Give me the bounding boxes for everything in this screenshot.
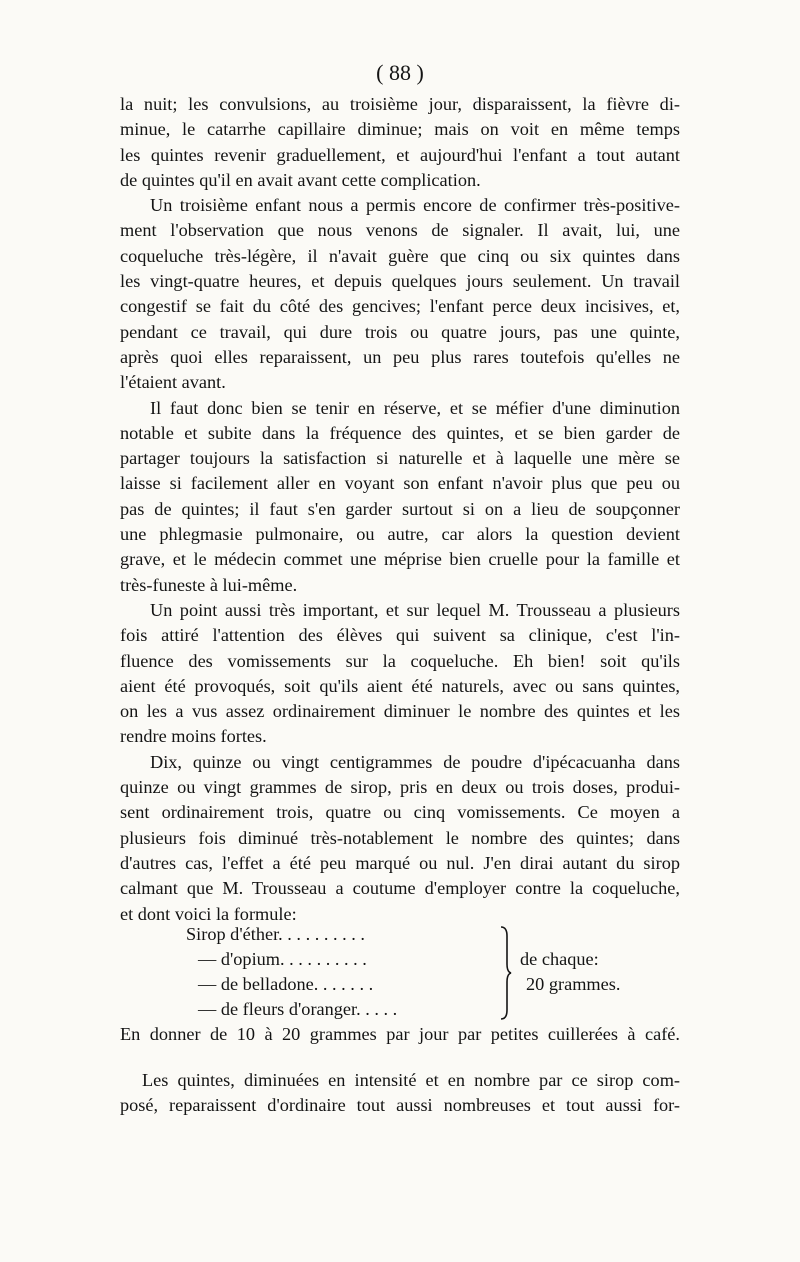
text-line: calmant que M. Trousseau a coutume d'employer contre la coqueluche, <box>120 878 680 899</box>
text-line: les vingt-quatre heures, et depuis quelques jours seulement. Un travail <box>120 271 680 292</box>
text-line: rendre moins fortes. <box>120 726 267 747</box>
body-text-continued <box>120 1068 680 1119</box>
text-line: Un point aussi très important, et sur lequel M. Trousseau a plusieurs <box>150 599 680 620</box>
text-line: sent ordinairement trois, quatre ou cinq vomissements. Ce moyen a <box>120 802 680 823</box>
dose-instruction: En donner de 10 à 20 grammes par jour par petites cuillerées à café. <box>120 1024 680 1044</box>
text-line: aient été provoqués, soit qu'ils aient été naturels, avec ou sans quintes, <box>120 675 680 696</box>
text-line: de quintes qu'il en avait avant cette complication. <box>120 169 481 190</box>
recipe-quantity: 20 grammes. <box>526 974 621 994</box>
text-line: pas de quintes; il faut s'en garder surtout si on a lieu de soupçonner <box>120 498 680 519</box>
text-line: une phlegmasie pulmonaire, ou autre, car alors la question devient <box>120 524 680 545</box>
text-line: très-funeste à lui-même. <box>120 574 298 595</box>
text-line: la nuit; les convulsions, au troisième jour, disparaissent, la fièvre di- <box>120 94 680 114</box>
recipe-ingredient: — de belladone. . . . . . . <box>198 974 374 994</box>
page-number: ( 88 ) <box>376 60 424 85</box>
recipe-formula <box>186 924 646 1024</box>
text-line: minue, le catarrhe capillaire diminue; mais on voit en même temps <box>120 119 680 140</box>
text-line: fluence des vomissements sur la coqueluche. Eh bien! soit qu'ils <box>120 650 680 671</box>
text-line: plusieurs fois diminué très-notablement le nombre des quintes; dans <box>120 827 680 848</box>
text-line: d'autres cas, l'effet a été peu marqué ou nul. J'en dirai autant du sirop <box>120 852 680 873</box>
recipe-ingredient: — d'opium. . . . . . . . . . <box>198 949 367 969</box>
text-line: notable et subite dans la fréquence des quintes, et se bien garder de <box>120 422 680 443</box>
text-line: posé, reparaissent d'ordinaire tout aussi nombreuses et tout aussi for- <box>120 1095 680 1116</box>
text-line: ment l'observation que nous venons de signaler. Il avait, lui, une <box>120 220 680 241</box>
text-line: coqueluche très-légère, il n'avait guère que cinq ou six quintes dans <box>120 245 680 266</box>
text-line: l'étaient avant. <box>120 372 226 393</box>
recipe-quantity: de chaque: <box>520 949 599 969</box>
text-line: quinze ou vingt grammes de sirop, pris en deux ou trois doses, produi- <box>120 777 680 798</box>
text-line: partager toujours la satisfaction si naturelle et à laquelle une mère se <box>120 448 680 469</box>
text-line: après quoi elles reparaissent, un peu plus rares toutefois qu'elles ne <box>120 346 680 367</box>
recipe-ingredient: Sirop d'éther. . . . . . . . . . <box>186 924 365 944</box>
text-line: pendant ce travail, qui dure trois ou quatre jours, pas une quinte, <box>120 321 680 342</box>
text-line: Il faut donc bien se tenir en réserve, et se méfier d'une diminution <box>150 397 680 418</box>
text-line: laisse si facilement aller en voyant son enfant n'avoir plus que peu ou <box>120 473 680 494</box>
text-line: Dix, quinze ou vingt centigrammes de poudre d'ipécacuanha dans <box>150 751 680 772</box>
text-line: grave, et le médecin commet une méprise bien cruelle pour la famille et <box>120 549 680 570</box>
text-line: Un troisième enfant nous a permis encore de confirmer très-positive- <box>150 195 680 216</box>
text-line: les quintes revenir graduellement, et aujourd'hui l'enfant a tout autant <box>120 144 680 165</box>
text-line: Les quintes, diminuées en intensité et en nombre par ce sirop com- <box>142 1070 680 1090</box>
recipe-ingredient: — de fleurs d'oranger. . . . . <box>198 999 398 1019</box>
text-line: et dont voici la formule: <box>120 903 297 924</box>
text-line: congestif se fait du côté des gencives; l'enfant perce deux incisives, et, <box>120 296 680 317</box>
curly-brace-icon <box>500 926 512 1020</box>
text-line: fois attiré l'attention des élèves qui suivent sa clinique, c'est l'in- <box>120 625 680 646</box>
text-line: on les a vus assez ordinairement diminuer le nombre des quintes et les <box>120 701 680 722</box>
body-text <box>120 92 680 927</box>
